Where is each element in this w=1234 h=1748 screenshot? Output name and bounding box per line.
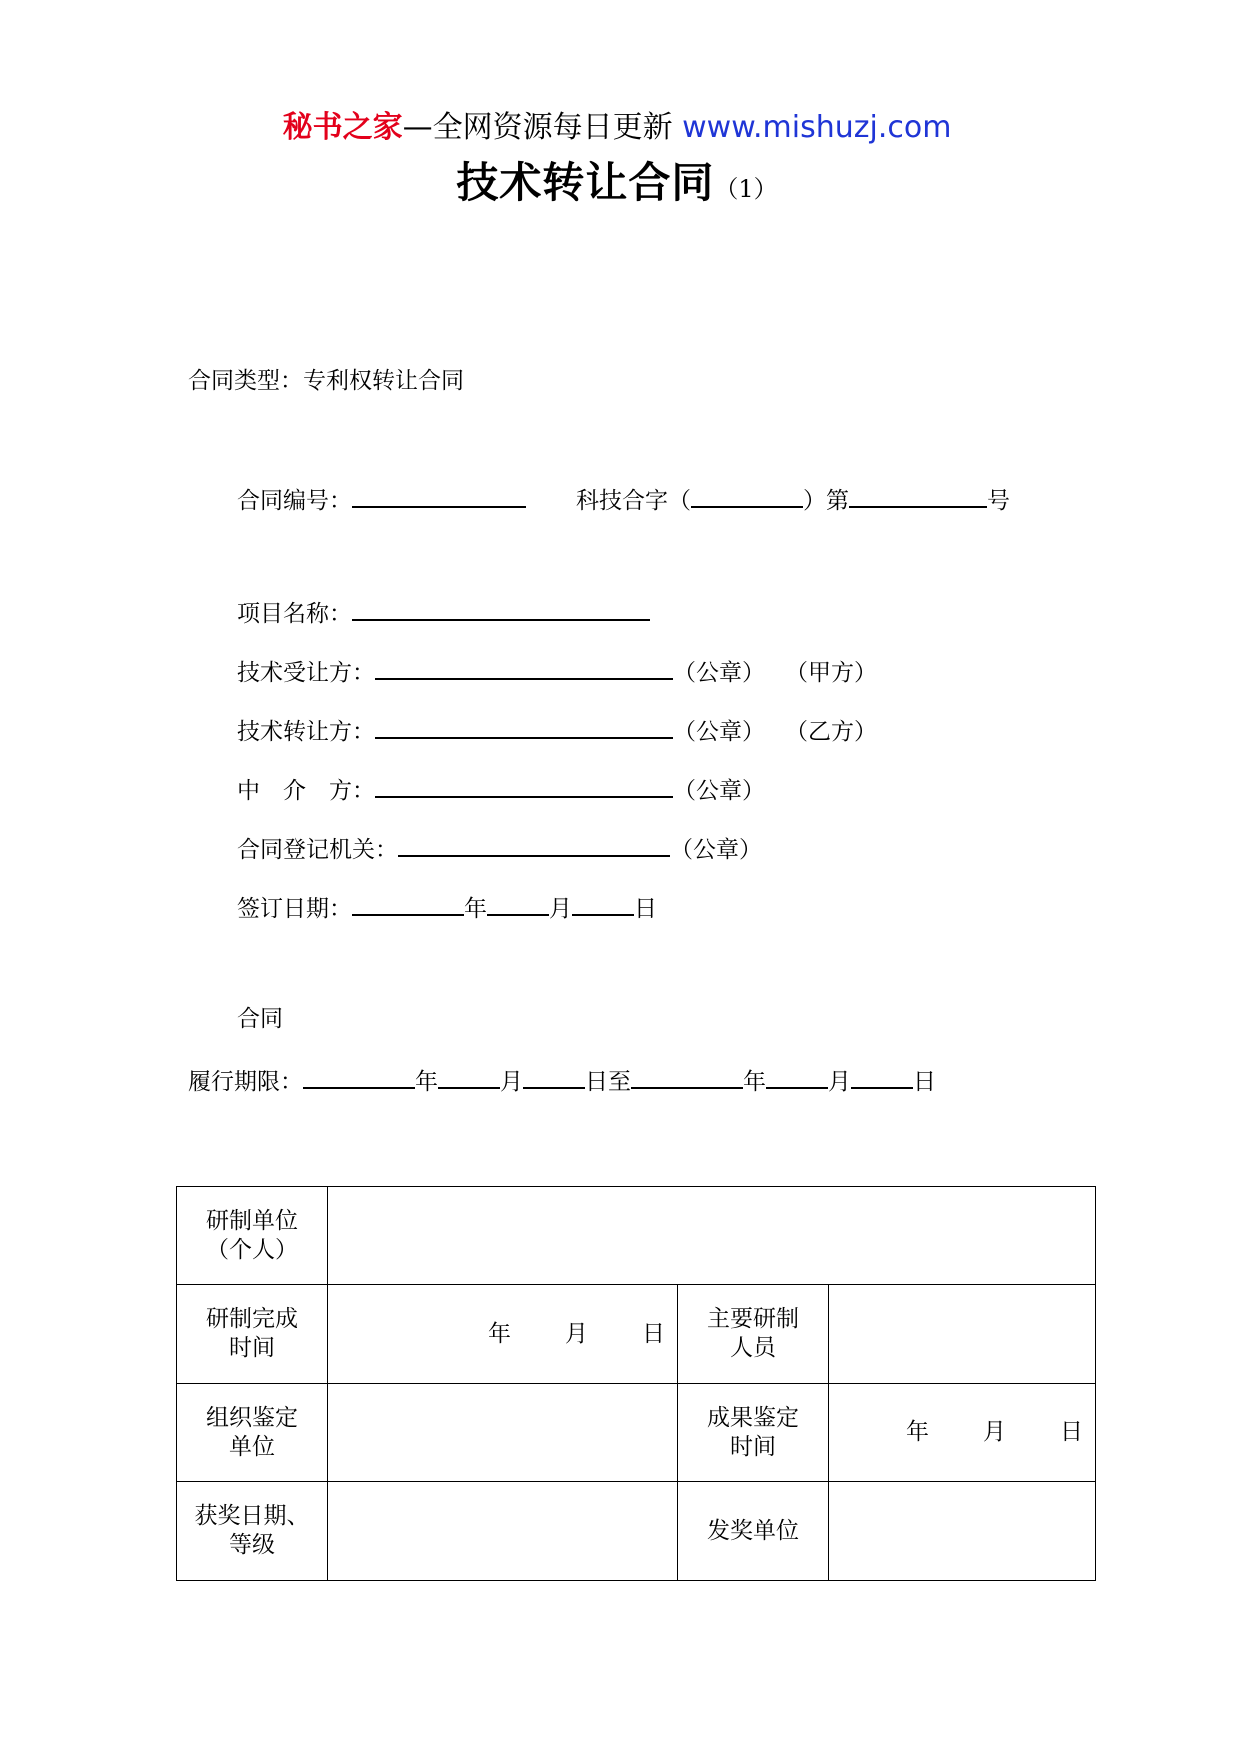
site-header: [0, 102, 1234, 146]
registrar-stamp: （公章）: [670, 837, 762, 863]
transferor-blank[interactable]: [375, 711, 673, 739]
month-unit: 月: [500, 1069, 523, 1095]
contract-type-label: 合同类型：: [188, 368, 303, 394]
cell-text: 时间: [730, 1433, 776, 1460]
cell-text: 主要研制: [707, 1306, 799, 1332]
brand-name: 秘书之家: [282, 110, 403, 145]
term-start-year-blank[interactable]: [303, 1061, 415, 1089]
completion-date-cell[interactable]: [328, 1285, 678, 1384]
term-start-month-blank[interactable]: [438, 1061, 500, 1089]
month-unit: 月: [549, 896, 572, 922]
day-unit: 日: [1060, 1419, 1083, 1445]
document-title: [0, 150, 1234, 210]
table-label-cell: [678, 1384, 829, 1482]
title-main: 技术转让合同: [456, 158, 715, 207]
to-unit: 日至: [585, 1069, 631, 1095]
award-org-cell[interactable]: [829, 1482, 1096, 1581]
project-name-label: 项目名称：: [237, 601, 352, 627]
transferee-stamp: （公章）: [673, 660, 765, 686]
term-line-2: [188, 1061, 936, 1095]
table-label-cell: [177, 1285, 328, 1384]
contract-type-value: 专利权转让合同: [303, 368, 464, 394]
table-row: [177, 1187, 1096, 1285]
award-date-cell[interactable]: [328, 1482, 678, 1581]
intermediary-stamp: （公章）: [673, 778, 765, 804]
project-info-table: [176, 1186, 1096, 1581]
cell-text: 时间: [229, 1335, 275, 1361]
year-unit: 年: [743, 1069, 766, 1095]
title-sub: （1）: [714, 175, 778, 203]
term-end-month-blank[interactable]: [766, 1061, 828, 1089]
contract-no-prefix: 科技合字（: [576, 488, 691, 514]
contract-no-year-blank[interactable]: [691, 480, 803, 508]
contract-no-number-blank[interactable]: [849, 480, 987, 508]
transferee-line: [237, 652, 877, 686]
table-label-cell: [678, 1285, 829, 1384]
day-unit: 日: [634, 896, 657, 922]
table-label-cell: [678, 1482, 829, 1581]
cell-text: 研制完成: [206, 1306, 298, 1332]
contract-no-line: [237, 480, 1010, 514]
registrar-blank[interactable]: [398, 829, 670, 857]
slogan: —全网资源每日更新: [402, 110, 673, 145]
table-label-cell: [177, 1187, 328, 1285]
year-unit: 年: [488, 1320, 511, 1347]
term-label: 履行期限：: [188, 1069, 303, 1095]
month-unit: 月: [828, 1069, 851, 1095]
year-unit: 年: [464, 896, 487, 922]
year-unit: 年: [906, 1419, 929, 1445]
month-unit: 月: [983, 1419, 1006, 1445]
contract-type-line: [188, 364, 464, 398]
cell-text: 人员: [730, 1335, 776, 1361]
day-unit: 日: [913, 1069, 936, 1095]
sign-date-line: [237, 888, 657, 922]
cell-text: 组织鉴定: [206, 1404, 298, 1431]
table-row: [177, 1285, 1096, 1384]
year-unit: 年: [415, 1069, 438, 1095]
table-row: [177, 1482, 1096, 1581]
cell-text: 发奖单位: [707, 1517, 799, 1544]
contract-no-middle: ）第: [803, 488, 849, 514]
registrar-line: [237, 829, 762, 863]
cell-text: （个人）: [206, 1236, 298, 1263]
term-end-day-blank[interactable]: [851, 1061, 913, 1089]
appraisal-date-cell[interactable]: [829, 1384, 1096, 1482]
appraisal-org-cell[interactable]: [328, 1384, 678, 1482]
transferee-label: 技术受让方：: [237, 660, 375, 686]
sign-month-blank[interactable]: [487, 888, 549, 916]
project-name-blank[interactable]: [352, 593, 650, 621]
intermediary-label: 中 介 方：: [237, 778, 375, 804]
table-label-cell: [177, 1482, 328, 1581]
contract-no-label: 合同编号：: [237, 488, 352, 514]
site-url[interactable]: www.mishuzj.com: [682, 110, 952, 145]
developer-value-cell[interactable]: [328, 1187, 1096, 1285]
contract-no-suffix: 号: [987, 488, 1010, 514]
registrar-label: 合同登记机关：: [237, 837, 398, 863]
main-developers-cell[interactable]: [829, 1285, 1096, 1384]
sign-year-blank[interactable]: [352, 888, 464, 916]
sign-day-blank[interactable]: [572, 888, 634, 916]
term-end-year-blank[interactable]: [631, 1061, 743, 1089]
transferor-line: [237, 711, 877, 745]
term-line-1: 合同: [237, 1006, 283, 1032]
table-label-cell: [177, 1384, 328, 1482]
transferor-label: 技术转让方：: [237, 719, 375, 745]
term-start-day-blank[interactable]: [523, 1061, 585, 1089]
transferee-blank[interactable]: [375, 652, 673, 680]
party-a-label: （甲方）: [785, 660, 877, 686]
month-unit: 月: [565, 1320, 588, 1347]
project-name-line: [237, 593, 650, 627]
cell-text: 单位: [229, 1433, 275, 1460]
sign-date-label: 签订日期：: [237, 896, 352, 922]
cell-text: 研制单位: [206, 1207, 298, 1234]
intermediary-blank[interactable]: [375, 770, 673, 798]
party-b-label: （乙方）: [785, 719, 877, 745]
cell-text: 等级: [229, 1532, 275, 1558]
cell-text: 成果鉴定: [707, 1404, 799, 1431]
contract-no-blank[interactable]: [352, 480, 526, 508]
intermediary-line: [237, 770, 765, 804]
table-row: [177, 1384, 1096, 1482]
transferor-stamp: （公章）: [673, 719, 765, 745]
day-unit: 日: [642, 1320, 665, 1347]
cell-text: 获奖日期、: [194, 1503, 310, 1529]
